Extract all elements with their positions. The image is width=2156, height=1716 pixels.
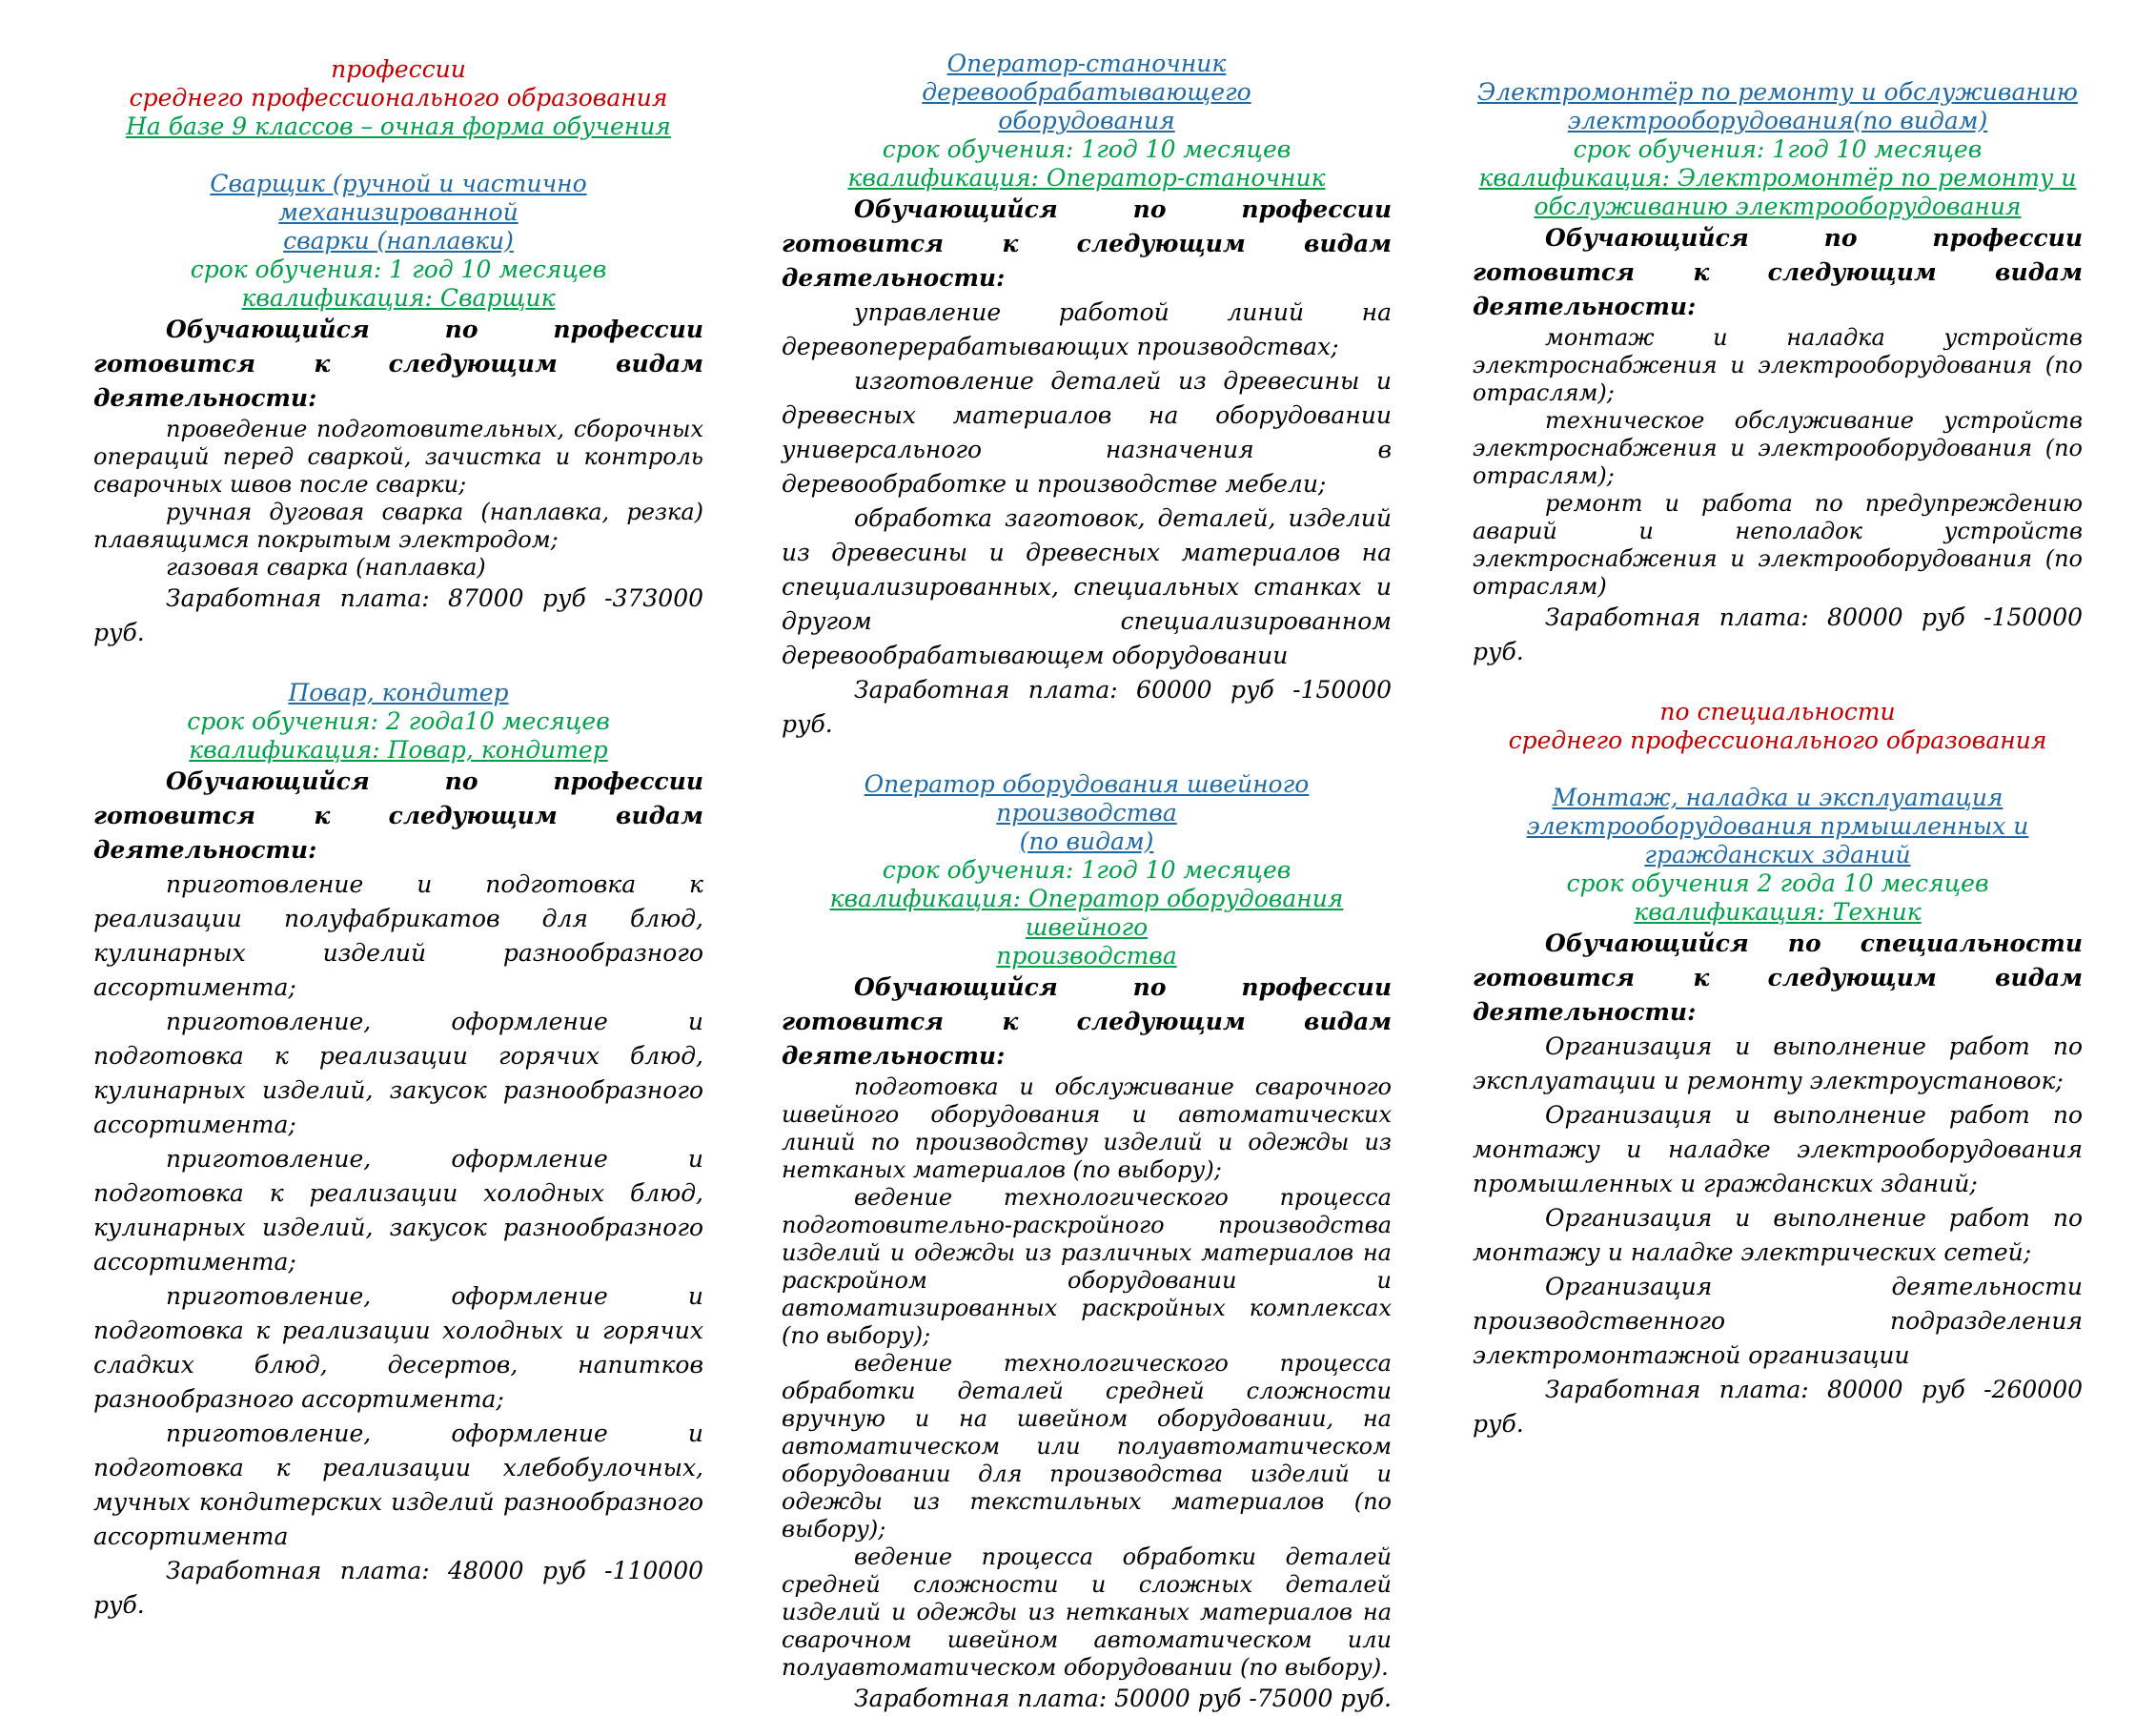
activity-item: изготовление деталей из древесины и древесных материалов на оборудовании универсального назначения в деревообработке и производстве мебели; (782, 367, 1392, 498)
column-2 (782, 50, 1392, 1716)
salary: Заработная плата: 48000 руб -110000 руб. (93, 1557, 703, 1619)
activity-item: ручная дуговая сварка (наплавка, резка) плавящимся покрытым электродом; (93, 499, 703, 553)
activity-item: ведение технологического процесса обработки деталей средней сложности вручную и на швейном оборудовании, на автоматическом или полуавтоматическом оборудовании для производства изделий и одежды из текстильных материалов (по выбору); (782, 1350, 1392, 1542)
profession-title: Оператор оборудования швейного производства (864, 770, 1310, 827)
header-by-specialty: по специальности (1659, 698, 1896, 725)
salary: Заработная плата: 87000 руб -373000 руб. (93, 584, 703, 646)
header-base-9: На базе 9 классов – очная форма обучения (126, 112, 671, 140)
activity-item: управление работой линий на деревоперерабатывающих производствах; (782, 298, 1392, 360)
activity-item: приготовление и подготовка к реализации полуфабрикатов для блюд, кулинарных изделий разнообразного ассортимента; (93, 870, 703, 1001)
activity-item: Организация и выполнение работ по эксплуатации и ремонту электроустановок; (1473, 1032, 2083, 1094)
profession-title: Оператор-станочник деревообрабатывающего (922, 50, 1251, 106)
activity-item: приготовление, оформление и подготовка к реализации холодных и горячих сладких блюд, десертов, напитков разнообразного ассортимента; (93, 1282, 703, 1413)
activity-item: монтаж и наладка устройств электроснабжения и электрооборудования (по отраслям); (1473, 324, 2083, 406)
activity-item: приготовление, оформление и подготовка к реализации горячих блюд, кулинарных изделий, закусок разнообразного ассортимента; (93, 1008, 703, 1138)
profession-title: сварки (наплавки) (283, 227, 514, 255)
salary: Заработная плата: 80000 руб -260000 руб. (1473, 1376, 2083, 1438)
activity-item: проведение подготовительных, сборочных операций перед сваркой, зачистка и контроль сварочных швов после сварки; (93, 416, 703, 498)
activities-lead: Обучающийся по профессии готовится к следующим видам деятельности: (93, 767, 703, 864)
activities-lead: Обучающийся по профессии готовится к следующим видам деятельности: (1473, 224, 2083, 320)
study-term: срок обучения: 1год 10 месяцев (882, 135, 1292, 163)
activities-lead: Обучающийся по специальности готовится к следующим видам деятельности: (1473, 930, 2083, 1026)
activities-lead: Обучающийся по профессии готовится к следующим видам деятельности: (93, 316, 703, 412)
qualification: квалификация: Оператор оборудования швейного (829, 885, 1344, 941)
qualification: обслуживанию электрооборудования (1534, 193, 2022, 220)
salary: Заработная плата: 50000 руб -75000 руб. (854, 1685, 1393, 1712)
study-term: срок обучения 2 года 10 месяцев (1566, 869, 1989, 897)
profession-sewing-operator (782, 770, 1392, 1716)
profession-title: Электромонтёр по ремонту и обслуживанию (1477, 78, 2078, 106)
activity-item: ведение технологического процесса подготовительно-раскройного производства изделий и одежды из различных материалов на раскройном оборудовании и автоматизированных раскройных комплексах (по выбору); (782, 1184, 1392, 1349)
qualification: квалификация: Электромонтёр по ремонту и (1478, 164, 2077, 192)
qualification: квалификация: Сварщик (241, 284, 556, 312)
header-spo: среднего профессионального образования (129, 84, 668, 112)
study-term: срок обучения: 1год 10 месяцев (1573, 135, 1983, 163)
qualification: квалификация: Повар, кондитер (189, 736, 608, 764)
activity-item: Организация и выполнение работ по монтажу и наладке электрооборудования промышленных и гражданских зданий; (1473, 1101, 2083, 1197)
profession-woodworking-operator (782, 50, 1392, 742)
column-1 (93, 55, 703, 1623)
activity-item: Организация и выполнение работ по монтажу и наладке электрических сетей; (1473, 1204, 2083, 1266)
activity-item: подготовка и обслуживание сварочного швейного оборудования и автоматических линий по производству изделий и одежды из нетканых материалов (по выбору); (782, 1073, 1392, 1183)
activity-item: Организация деятельности производственного подразделения электромонтажной организации (1473, 1273, 2083, 1369)
activity-item: обработка заготовок, деталей, изделий из древесины и древесных материалов на специализированных, специальных станках и другом специализированном деревообрабатывающем оборудовании (782, 504, 1392, 669)
activities-lead: Обучающийся по профессии готовится к следующим видам деятельности: (782, 973, 1392, 1070)
qualification: квалификация: Оператор-станочник (847, 164, 1326, 192)
activity-item: ведение процесса обработки деталей средней сложности и сложных деталей изделий и одежды из нетканых материалов на сварочном швейном автоматическом или полуавтоматическом оборудовании (по выбору). (782, 1543, 1392, 1681)
header-spo: среднего профессионального образования (1508, 726, 2047, 754)
study-term: срок обучения: 1 год 10 месяцев (190, 255, 607, 283)
column-3 (1473, 78, 2083, 1441)
profession-title: Сварщик (ручной и частично механизированной (210, 170, 587, 226)
specialty-title: Монтаж, наладка и эксплуатация (1552, 784, 2003, 811)
profession-title: электрооборудования(по видам) (1567, 107, 1988, 134)
qualification: квалификация: Техник (1634, 898, 1922, 926)
specialty-title: гражданских зданий (1644, 841, 1911, 868)
activity-item: приготовление, оформление и подготовка к реализации хлебобулочных, мучных кондитерских изделий разнообразного ассортимента (93, 1420, 703, 1550)
header-professions: профессии (331, 55, 466, 83)
salary: Заработная плата: 60000 руб -150000 руб. (782, 676, 1392, 738)
profession-cook (93, 679, 703, 1623)
profession-electrician (1473, 78, 2083, 669)
activities-lead: Обучающийся по профессии готовится к следующим видам деятельности: (782, 195, 1392, 292)
profession-title: Повар, кондитер (288, 679, 509, 706)
study-term: срок обучения: 1год 10 месяцев (882, 856, 1292, 884)
activity-item: техническое обслуживание устройств электроснабжения и электрооборудования (по отраслям); (1473, 407, 2083, 489)
profession-title: оборудования (998, 107, 1175, 134)
specialty-electrical-equipment (1473, 784, 2083, 1441)
qualification: производства (996, 942, 1177, 970)
activity-item: приготовление, оформление и подготовка к реализации холодных блюд, кулинарных изделий, закусок разнообразного ассортимента; (93, 1145, 703, 1276)
activity-item: газовая сварка (наплавка) (166, 554, 486, 581)
activity-item: ремонт и работа по предупреждению аварий и неполадок устройств электроснабжения и электрооборудования (по отраслям) (1473, 490, 2083, 600)
profession-welder (93, 170, 703, 650)
study-term: срок обучения: 2 года10 месяцев (187, 707, 610, 735)
profession-title: (по видам) (1019, 827, 1154, 855)
salary: Заработная плата: 80000 руб -150000 руб. (1473, 603, 2083, 665)
specialty-title: электрооборудования прмышленных и (1526, 812, 2029, 840)
